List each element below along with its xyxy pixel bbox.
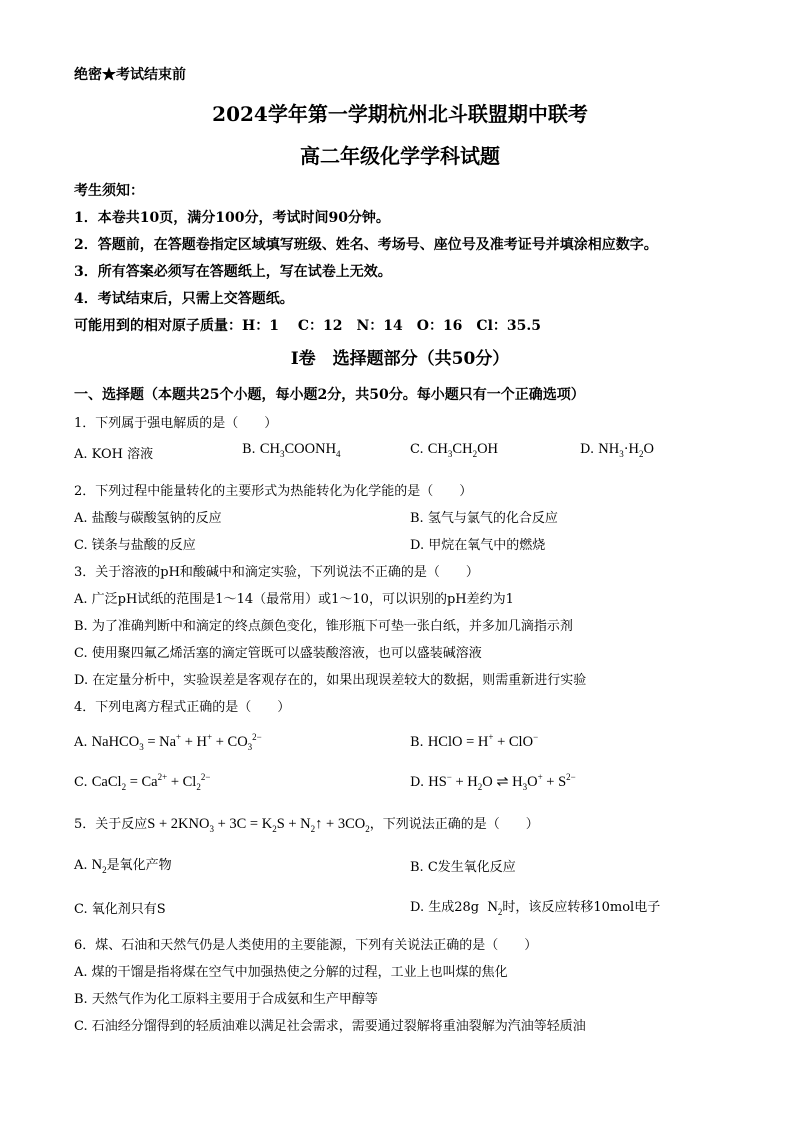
question-4-option-c: C. CaCl$_2$ = $Ca^{2+} + Cl_2^{2-}$ bbox=[74, 772, 211, 792]
atomic-masses: 可能用到的相对原子质量：H：1 C：12 N：14 O：16 Cl：35.5 bbox=[74, 318, 541, 334]
question-2-option-a: A. 盐酸与碳酸氢钠的反应 bbox=[74, 511, 222, 526]
question-4-option-a: A. NaHCO$_3$ = $Na^+ + H^+ + CO_3^{2-}$ bbox=[74, 732, 262, 752]
notice-item-1: 1．本卷共10页，满分100分，考试时间90分钟。 bbox=[74, 210, 390, 226]
question-4-option-d: D. $HS^- + H_2O$ ⇌ $H_3O^+ + S^{2-}$ bbox=[410, 772, 576, 792]
question-5-option-b: B. C发生氧化反应 bbox=[410, 860, 516, 875]
exam-subtitle: 高二年级化学学科试题 bbox=[300, 144, 500, 168]
question-2-stem: 2．下列过程中能量转化的主要形式为热能转化为化学能的是（ ） bbox=[74, 484, 473, 499]
question-2-option-d: D. 甲烷在氧气中的燃烧 bbox=[410, 538, 546, 553]
question-4-option-b: B. HClO = H+ + ClO− bbox=[410, 732, 539, 750]
notice-item-2: 2．答题前，在答题卷指定区域填写班级、姓名、考场号、座位号及准考证号并填涂相应数字。 bbox=[74, 237, 658, 253]
exam-title: 2024学年第一学期杭州北斗联盟期中联考 bbox=[212, 102, 588, 126]
notice-item-3: 3．所有答案必须写在答题纸上，写在试卷上无效。 bbox=[74, 264, 392, 280]
notice-heading: 考生须知： bbox=[74, 183, 144, 199]
question-1-stem: 1．下列属于强电解质的是（ ） bbox=[74, 416, 278, 431]
question-2-option-b: B. 氢气与氯气的化合反应 bbox=[410, 511, 558, 526]
question-1-option-b: B. $CH_3COONH_4$ bbox=[242, 441, 341, 459]
notice-item-4: 4．考试结束后，只需上交答题纸。 bbox=[74, 291, 294, 307]
question-6-stem: 6．煤、石油和天然气仍是人类使用的主要能源，下列有关说法正确的是（ ） bbox=[74, 938, 538, 953]
question-1-option-d: D. $NH_3\cdot H_2O$ bbox=[580, 441, 654, 459]
part-title: Ⅰ卷 选择题部分（共50分） bbox=[290, 349, 510, 369]
question-5-stem: 5．关于反应$S + 2KNO_3 + 3C = K_2S$ + $N_2↑ + 3CO_2$，下列说法正确的是（ ） bbox=[74, 816, 539, 834]
confidential-label: 绝密★考试结束前 bbox=[74, 67, 186, 83]
question-5-option-a: A. $N_2$是氧化产物 bbox=[74, 857, 172, 875]
question-3-stem: 3．关于溶液的pH和酸碱中和滴定实验，下列说法不正确的是（ ） bbox=[74, 565, 479, 580]
section-title: 一、选择题（本题共25个小题，每小题2分，共50分。每小题只有一个正确选项） bbox=[74, 387, 585, 403]
question-3-option-c: C. 使用聚四氟乙烯活塞的滴定管既可以盛装酸溶液，也可以盛装碱溶液 bbox=[74, 646, 482, 661]
question-1-option-a: A. KOH 溶液 bbox=[74, 447, 154, 462]
question-1-option-c: C. $CH_3CH_2OH$ bbox=[410, 441, 499, 459]
question-3-option-a: A. 广泛pH试纸的范围是1～14（最常用）或1～10，可以识别的pH差约为1 bbox=[74, 592, 514, 607]
question-2-option-c: C. 镁条与盐酸的反应 bbox=[74, 538, 196, 553]
question-5-option-d: D. 生成28g $N_2$时，该反应转移10mol电子 bbox=[410, 899, 661, 917]
question-6-option-a: A. 煤的干馏是指将煤在空气中加强热使之分解的过程，工业上也叫煤的焦化 bbox=[74, 965, 508, 980]
question-6-option-c: C. 石油经分馏得到的轻质油难以满足社会需求，需要通过裂解将重油裂解为汽油等轻质油 bbox=[74, 1019, 586, 1034]
question-4-stem: 4．下列电离方程式正确的是（ ） bbox=[74, 700, 291, 715]
question-3-option-b: B. 为了准确判断中和滴定的终点颜色变化，锥形瓶下可垫一张白纸，并多加几滴指示剂 bbox=[74, 619, 573, 634]
question-6-option-b: B. 天然气作为化工原料主要用于合成氨和生产甲醇等 bbox=[74, 992, 378, 1007]
question-5-option-c: C. 氧化剂只有S bbox=[74, 902, 166, 917]
question-3-option-d: D. 在定量分析中，实验误差是客观存在的，如果出现误差较大的数据，则需重新进行实验 bbox=[74, 673, 587, 688]
